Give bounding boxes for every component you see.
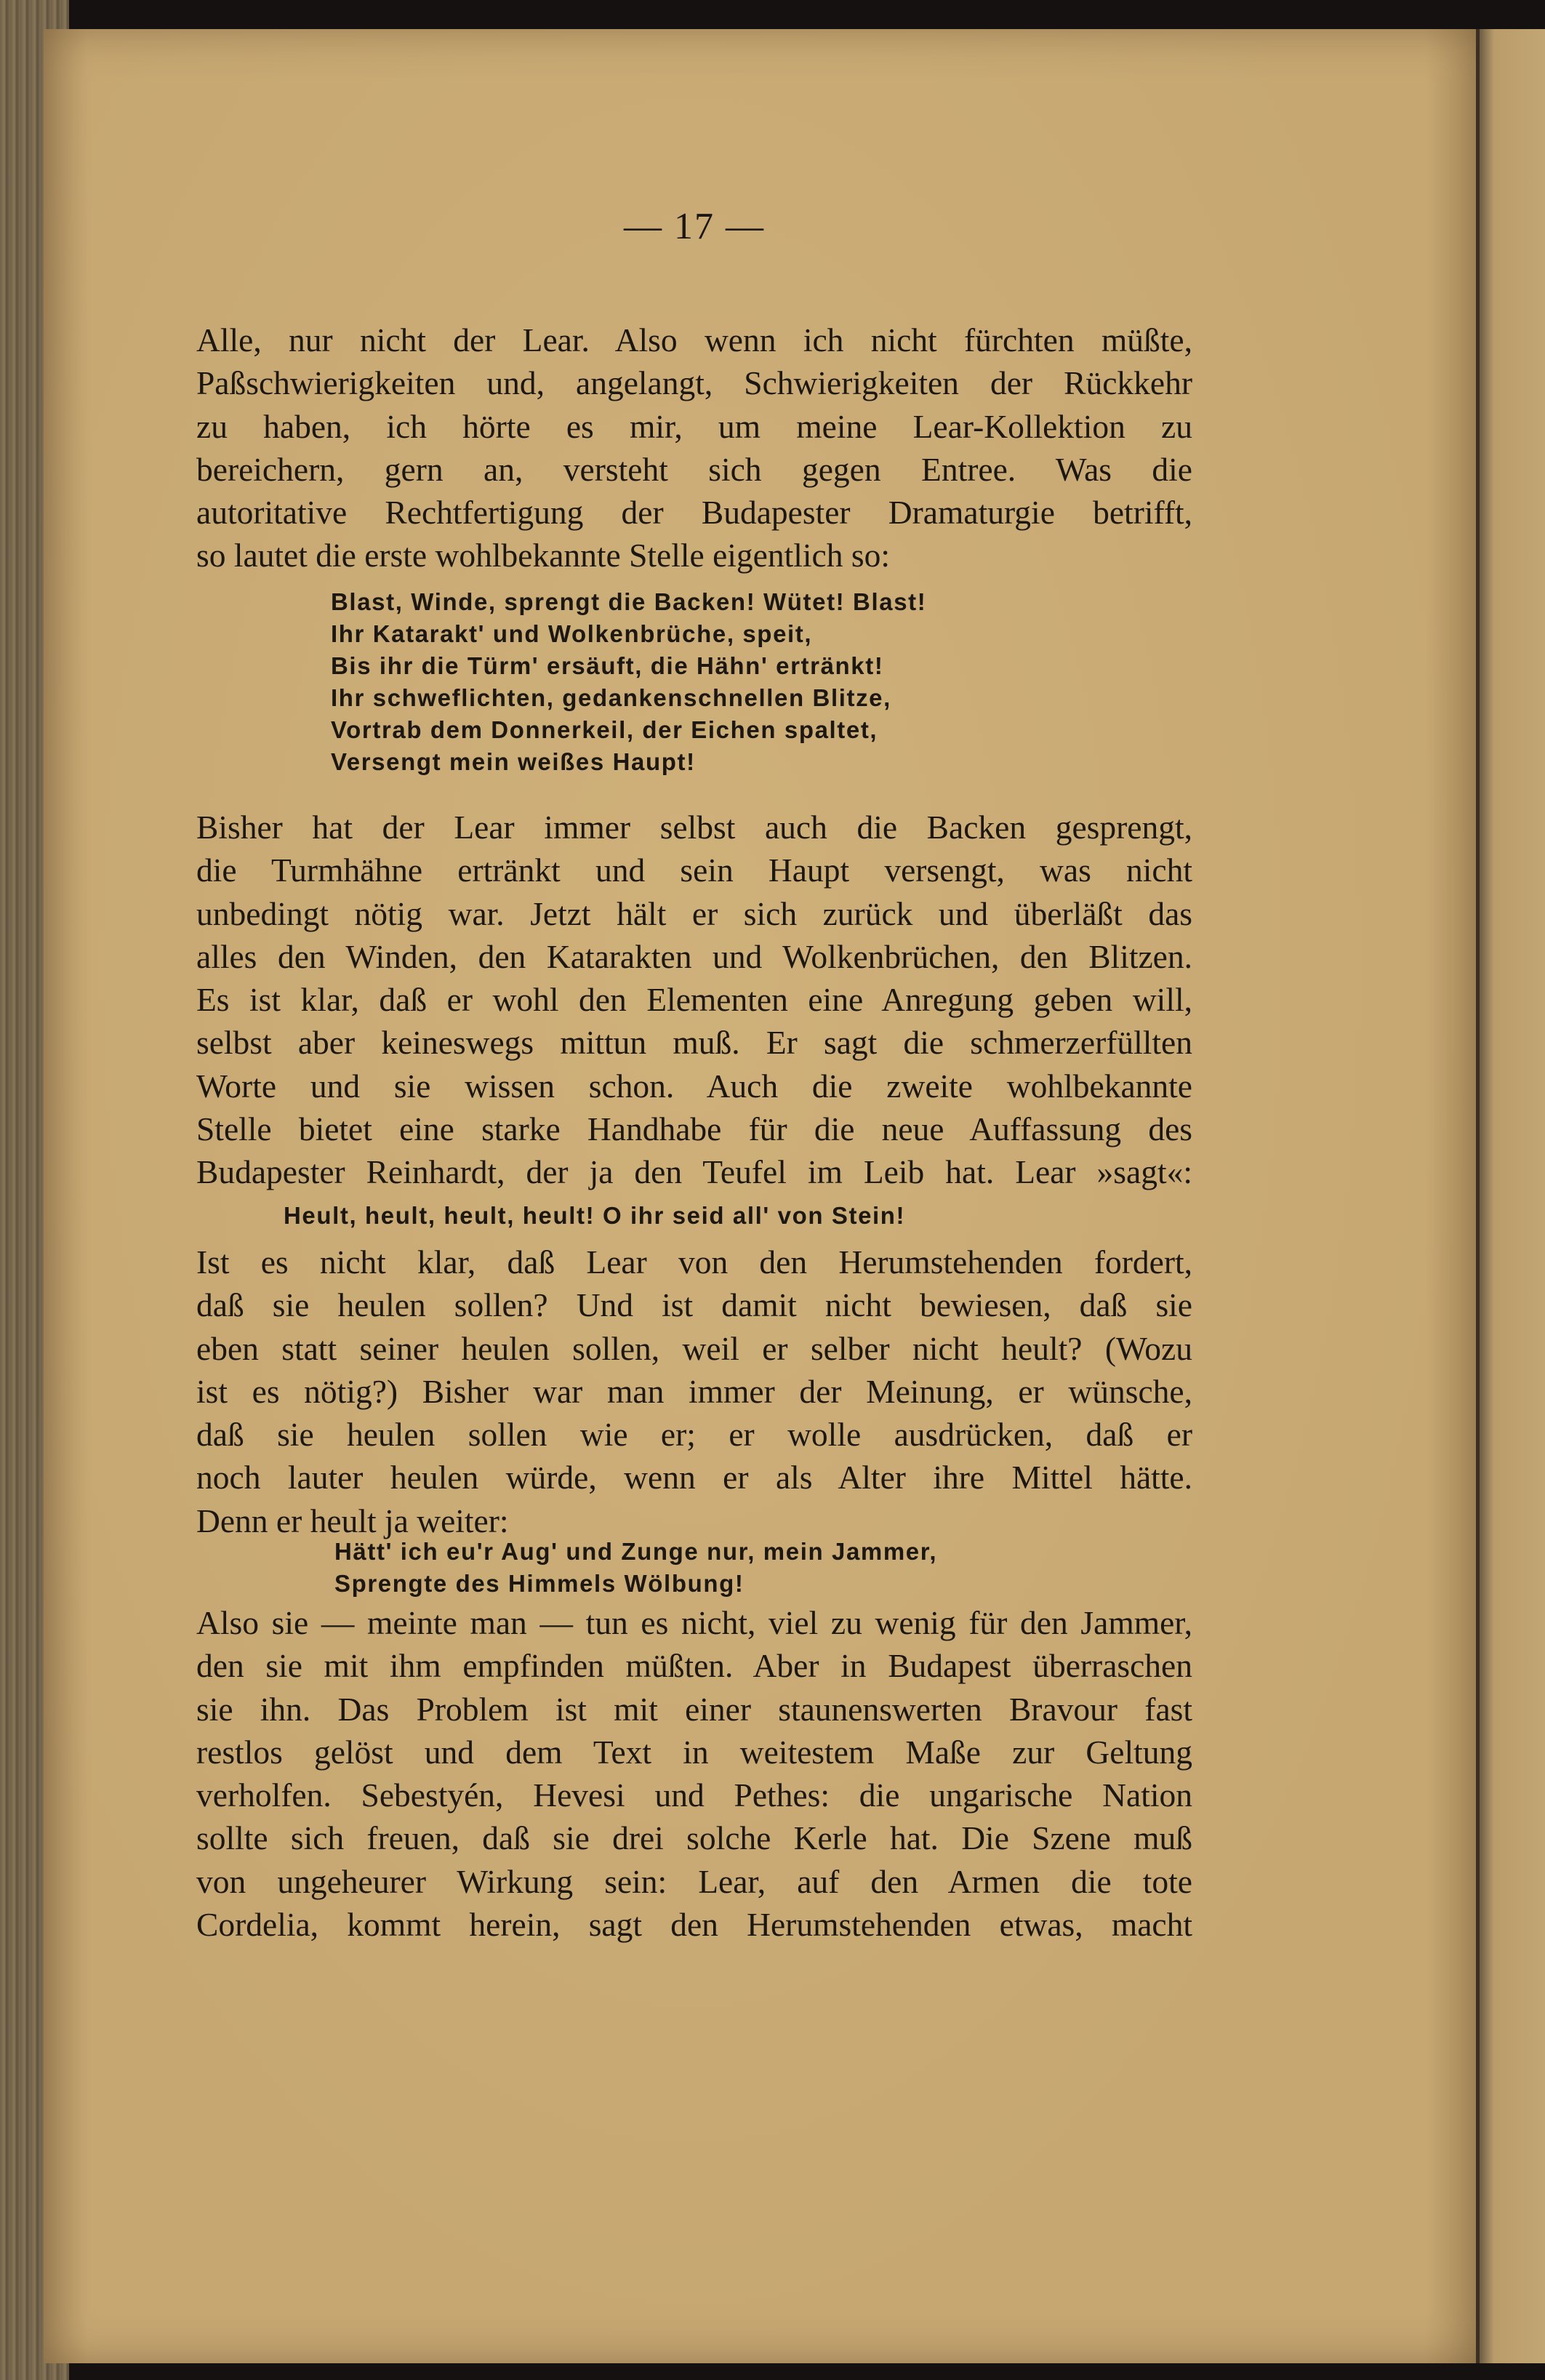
verse-quote-2 [284,1200,1192,1232]
verse-line: Blast, Winde, sprengt die Backen! Wütet! Blast! [331,588,927,615]
text-line: eben statt seiner heulen sollen, weil er selber nicht heult? (Wozu [196,1329,1192,1367]
verse-quote-3 [334,1536,1207,1600]
paragraph-3 [196,1241,1192,1542]
text-line: Budapester Reinhardt, der ja den Teufel im Leib hat. Lear »sagt«: [196,1153,1192,1191]
text-line: alles den Winden, den Katarakten und Wolkenbrüchen, den Blitzen. [196,937,1192,975]
verse-line: Versengt mein weißes Haupt! [331,748,696,775]
page-number: — 17 — [624,206,765,247]
text-line: autoritative Rechtfertigung der Budapester Dramaturgie betrifft, [196,494,1192,532]
text-line: Alle, nur nicht der Lear. Also wenn ich nicht fürchten müßte, [196,321,1192,358]
verse-quote-1 [331,586,1203,778]
verse-line: Sprengte des Himmels Wölbung! [334,1570,745,1597]
text-line: Cordelia, kommt herein, sagt den Herumstehenden etwas, macht [196,1906,1192,1944]
paragraph-4 [196,1601,1192,1946]
text-line: zu haben, ich hörte es mir, um meine Lear-Kollektion zu [196,407,1192,445]
text-line: die Turmhähne ertränkt und sein Haupt versengt, was nicht [196,852,1192,889]
verse-line: Bis ihr die Türm' ersäuft, die Hähn' ertränkt! [331,652,884,679]
text-line: von ungeheurer Wirkung sein: Lear, auf den Armen die tote [196,1862,1192,1900]
verse-line: Ihr Katarakt' und Wolkenbrüche, speit, [331,620,813,647]
text-line: sollte sich freuen, daß sie drei solche Kerle hat. Die Szene muß [196,1819,1192,1857]
text-line: unbedingt nötig war. Jetzt hält er sich zurück und überläßt das [196,894,1192,932]
text-line: restlos gelöst und dem Text in weitestem Maße zur Geltung [196,1733,1192,1771]
text-line: Es ist klar, daß er wohl den Elementen eine Anregung geben will, [196,981,1192,1019]
facing-page-edge [1480,29,1545,2363]
text-line: selbst aber keineswegs mittun muß. Er sagt die schmerzerfüllten [196,1024,1192,1062]
verse-line: Vortrab dem Donnerkeil, der Eichen spaltet, [331,716,878,743]
text-line: Ist es nicht klar, daß Lear von den Herumstehenden fordert, [196,1243,1192,1281]
verse-line: Heult, heult, heult, heult! O ihr seid all' von Stein! [284,1202,906,1229]
text-line: sie ihn. Das Problem ist mit einer staunenswerten Bravour fast [196,1690,1192,1728]
text-line: bereichern, gern an, versteht sich gegen Entree. Was die [196,450,1192,488]
text-line: Denn er heult ja weiter: [196,1502,509,1539]
text-line: verholfen. Sebestyén, Hevesi und Pethes: die ungarische Nation [196,1776,1192,1814]
text-line: noch lauter heulen würde, wenn er als Alter ihre Mittel hätte. [196,1459,1192,1496]
text-line: den sie mit ihm empfinden müßten. Aber in Budapest überraschen [196,1647,1192,1685]
verse-line: Ihr schweflichten, gedankenschnellen Blitze, [331,684,891,711]
text-line: Bisher hat der Lear immer selbst auch die Backen gesprengt, [196,809,1192,846]
text-line: daß sie heulen sollen? Und ist damit nicht bewiesen, daß sie [196,1286,1192,1324]
text-line: Paßschwierigkeiten und, angelangt, Schwierigkeiten der Rückkehr [196,364,1192,402]
text-line: Stelle bietet eine starke Handhabe für die neue Auffassung des [196,1110,1192,1148]
text-line: Also sie — meinte man — tun es nicht, viel zu wenig für den Jammer, [196,1604,1192,1641]
text-line: so lautet die erste wohlbekannte Stelle eigentlich so: [196,537,890,574]
text-line: ist es nötig?) Bisher war man immer der Meinung, er wünsche, [196,1372,1192,1410]
verse-line: Hätt' ich eu'r Aug' und Zunge nur, mein Jammer, [334,1538,938,1565]
text-line: Worte und sie wissen schon. Auch die zweite wohlbekannte [196,1067,1192,1105]
paragraph-2 [196,806,1192,1194]
paragraph-1 [196,318,1192,577]
text-line: daß sie heulen sollen wie er; er wolle ausdrücken, daß er [196,1416,1192,1454]
